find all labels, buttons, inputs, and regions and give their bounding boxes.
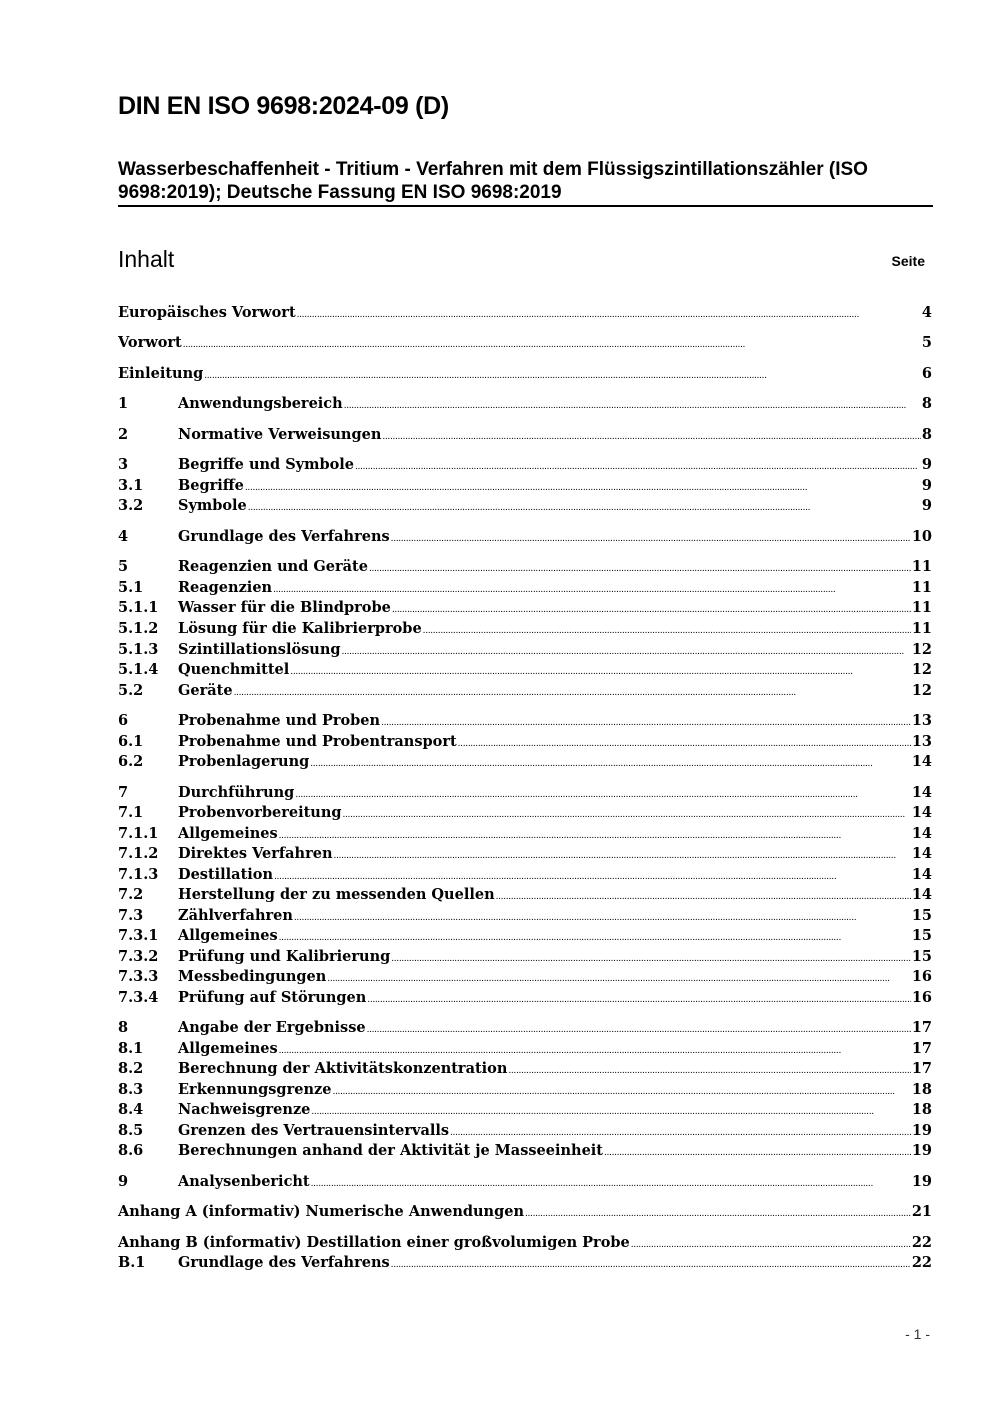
toc-entry-title: Grundlage des Verfahrens bbox=[178, 528, 390, 545]
toc-entry-page: 13 bbox=[911, 733, 932, 750]
document-subtitle: Wasserbeschaffenheit - Tritium - Verfahren mit dem Flüssigszintillationszähler (ISO 9698:2019); Deutsche Fassung EN ISO 9698:2019 bbox=[118, 159, 868, 203]
toc-entry-title: Nachweisgrenze bbox=[178, 1101, 311, 1118]
toc-entry[interactable] bbox=[118, 1017, 932, 1038]
toc-entry[interactable] bbox=[118, 710, 932, 731]
toc-entry-page: 14 bbox=[911, 784, 932, 801]
toc-entry-title: Probenlagerung bbox=[178, 753, 310, 770]
toc-entry[interactable] bbox=[118, 618, 932, 639]
toc-entry-title: Destillation bbox=[178, 866, 274, 883]
toc-entry-page: 18 bbox=[911, 1101, 932, 1118]
toc-entry[interactable] bbox=[118, 925, 932, 946]
toc-entry[interactable] bbox=[118, 946, 932, 967]
toc-entry-page: 14 bbox=[911, 825, 932, 842]
toc-dot-leader bbox=[391, 1252, 911, 1276]
toc-entry-number: 8.4 bbox=[118, 1101, 144, 1118]
toc-entry-title: Anwendungsbereich bbox=[178, 395, 343, 412]
toc-entry-page: 12 bbox=[911, 682, 932, 699]
toc-entry-page: 11 bbox=[911, 599, 932, 616]
toc-entry-title: Probenahme und Proben bbox=[178, 712, 381, 729]
toc-entry-title: Angabe der Ergebnisse bbox=[178, 1019, 366, 1036]
toc-entry-page: 16 bbox=[911, 989, 932, 1006]
toc-entry-title: Szintillationslösung bbox=[178, 641, 341, 658]
toc-entry[interactable] bbox=[118, 802, 932, 823]
toc-entry-title: Anhang B (informativ) Destillation einer großvolumigen Probe bbox=[118, 1234, 630, 1251]
toc-entry-number: 7.3.4 bbox=[118, 989, 159, 1006]
toc-entry[interactable] bbox=[118, 905, 932, 926]
toc-entry-page: 5 bbox=[921, 334, 932, 351]
toc-entry-title: Probenahme und Probentransport bbox=[178, 733, 457, 750]
title-divider bbox=[118, 205, 933, 207]
toc-entry-number: 7.3 bbox=[118, 907, 144, 924]
toc-entry-number: 7 bbox=[118, 784, 129, 801]
toc-entry-number: 2 bbox=[118, 426, 129, 443]
toc-entry-page: 14 bbox=[911, 886, 932, 903]
toc-entry-title: Europäisches Vorwort bbox=[118, 304, 296, 321]
toc-entry[interactable] bbox=[118, 526, 932, 547]
toc-entry-title: Reagenzien bbox=[178, 579, 273, 596]
toc-entry-page: 17 bbox=[911, 1019, 932, 1036]
toc-entry[interactable] bbox=[118, 393, 932, 414]
toc-entry-number: 9 bbox=[118, 1173, 129, 1190]
toc-entry[interactable] bbox=[118, 659, 932, 680]
toc-entry[interactable] bbox=[118, 556, 932, 577]
toc-entry-title: Probenvorbereitung bbox=[178, 804, 342, 821]
toc-entry[interactable] bbox=[118, 597, 932, 618]
toc-entry-page: 19 bbox=[911, 1173, 932, 1190]
toc-entry[interactable] bbox=[118, 454, 932, 475]
toc-dot-leader bbox=[391, 526, 911, 550]
toc-entry-title: Messbedingungen bbox=[178, 968, 327, 985]
toc-entry-number: 7.3.1 bbox=[118, 927, 159, 944]
toc-entry-number: 5.1.3 bbox=[118, 641, 159, 658]
toc-entry-page: 9 bbox=[921, 477, 932, 494]
toc-entry-title: Durchführung bbox=[178, 784, 295, 801]
toc-entry-title: Zählverfahren bbox=[178, 907, 293, 924]
toc-entry-number: 7.1.2 bbox=[118, 845, 159, 862]
toc-entry-title: Berechnung der Aktivitätskonzentration bbox=[178, 1060, 508, 1077]
toc-entry-title: Symbole bbox=[178, 497, 247, 514]
toc-entry-page: 12 bbox=[911, 641, 932, 658]
toc-page-column-label: Seite bbox=[891, 253, 925, 269]
toc-entry-page: 15 bbox=[911, 907, 932, 924]
toc-entry[interactable] bbox=[118, 577, 932, 598]
toc-entry-title: Grenzen des Vertrauensintervalls bbox=[178, 1122, 450, 1139]
toc-entry[interactable] bbox=[118, 495, 932, 516]
toc-entry-title: Erkennungsgrenze bbox=[178, 1081, 332, 1098]
toc-entry-number: 5.2 bbox=[118, 682, 144, 699]
toc-dot-leader bbox=[604, 1140, 911, 1164]
toc-entry-title: Wasser für die Blindprobe bbox=[178, 599, 391, 616]
toc-entry-page: 22 bbox=[911, 1254, 932, 1271]
toc-entry-title: Berechnungen anhand der Aktivität je Masseeinheit bbox=[178, 1142, 603, 1159]
toc-entry-title: Allgemeines bbox=[178, 1040, 278, 1057]
toc-dot-leader bbox=[525, 1201, 911, 1225]
document-title: DIN EN ISO 9698:2024-09 (D) bbox=[118, 92, 449, 120]
toc-entry-page: 8 bbox=[921, 395, 932, 412]
toc-entry-page: 18 bbox=[911, 1081, 932, 1098]
toc-entry-title: Anhang A (informativ) Numerische Anwendungen bbox=[118, 1203, 524, 1220]
toc-entry-number: 7.1.1 bbox=[118, 825, 159, 842]
toc-entry[interactable] bbox=[118, 680, 932, 701]
toc-entry[interactable] bbox=[118, 987, 932, 1008]
toc-entry-page: 10 bbox=[911, 528, 932, 545]
toc-entry-number: B.1 bbox=[118, 1254, 146, 1271]
toc-entry-page: 6 bbox=[921, 365, 932, 382]
page-number: - 1 - bbox=[905, 1326, 930, 1342]
toc-entry-title: Allgemeines bbox=[178, 825, 278, 842]
toc-entry[interactable] bbox=[118, 1058, 932, 1079]
toc-entry-number: 8.6 bbox=[118, 1142, 144, 1159]
toc-entry[interactable] bbox=[118, 1140, 932, 1161]
toc-dot-leader bbox=[367, 987, 911, 1011]
toc-entry-number: 8.1 bbox=[118, 1040, 144, 1057]
toc-entry-title: Einleitung bbox=[118, 365, 204, 382]
toc-entry-page: 11 bbox=[911, 620, 932, 637]
toc-entry-number: 3.1 bbox=[118, 477, 144, 494]
toc-entry-page: 15 bbox=[911, 948, 932, 965]
toc-entry[interactable] bbox=[118, 1099, 932, 1120]
toc-entry-page: 17 bbox=[911, 1060, 932, 1077]
toc-entry[interactable] bbox=[118, 1232, 932, 1253]
toc-dot-leader bbox=[204, 363, 921, 387]
toc-entry-title: Vorwort bbox=[118, 334, 182, 351]
toc-entry-page: 21 bbox=[911, 1203, 932, 1220]
toc-entry[interactable] bbox=[118, 302, 932, 323]
toc-entry-number: 1 bbox=[118, 395, 129, 412]
toc-entry-number: 4 bbox=[118, 528, 129, 545]
toc-dot-leader bbox=[382, 424, 921, 448]
toc-entry-title: Prüfung auf Störungen bbox=[178, 989, 367, 1006]
toc-entry[interactable] bbox=[118, 475, 932, 496]
toc-entry-title: Grundlage des Verfahrens bbox=[178, 1254, 390, 1271]
toc-entry-number: 6 bbox=[118, 712, 129, 729]
toc-entry[interactable] bbox=[118, 1171, 932, 1192]
toc-entry[interactable] bbox=[118, 782, 932, 803]
toc-entry-number: 3 bbox=[118, 456, 129, 473]
toc-entry-number: 5.1.1 bbox=[118, 599, 159, 616]
toc-entry-number: 8.5 bbox=[118, 1122, 144, 1139]
toc-entry-number: 6.1 bbox=[118, 733, 144, 750]
toc-entry-page: 15 bbox=[911, 927, 932, 944]
toc-dot-leader bbox=[297, 302, 921, 326]
toc-entry-number: 8.3 bbox=[118, 1081, 144, 1098]
toc-entry-title: Allgemeines bbox=[178, 927, 278, 944]
toc-entry-title: Analysenbericht bbox=[178, 1173, 310, 1190]
toc-entry[interactable] bbox=[118, 424, 932, 445]
toc-entry-page: 17 bbox=[911, 1040, 932, 1057]
toc-entry-title: Quenchmittel bbox=[178, 661, 290, 678]
toc-entry-title: Prüfung und Kalibrierung bbox=[178, 948, 391, 965]
toc-entry-page: 4 bbox=[921, 304, 932, 321]
toc-entry-number: 7.1.3 bbox=[118, 866, 159, 883]
toc-entry-page: 14 bbox=[911, 845, 932, 862]
toc-entry-page: 16 bbox=[911, 968, 932, 985]
toc-entry[interactable] bbox=[118, 332, 932, 353]
toc-entry-title: Direktes Verfahren bbox=[178, 845, 333, 862]
toc-entry[interactable] bbox=[118, 966, 932, 987]
toc-entry-title: Reagenzien und Geräte bbox=[178, 558, 368, 575]
toc-entry-page: 11 bbox=[911, 579, 932, 596]
toc-entry-title: Begriffe bbox=[178, 477, 244, 494]
toc-entry[interactable] bbox=[118, 363, 932, 384]
toc-entry-page: 11 bbox=[911, 558, 932, 575]
toc-entry-number: 7.3.3 bbox=[118, 968, 159, 985]
toc-entry-page: 9 bbox=[921, 497, 932, 514]
toc-entry-title: Normative Verweisungen bbox=[178, 426, 382, 443]
toc-entry-page: 22 bbox=[911, 1234, 932, 1251]
toc-entry[interactable] bbox=[118, 1120, 932, 1141]
toc-entry-number: 7.1 bbox=[118, 804, 144, 821]
toc-dot-leader bbox=[234, 680, 911, 704]
toc-entry-number: 6.2 bbox=[118, 753, 144, 770]
toc-entry-number: 7.2 bbox=[118, 886, 144, 903]
toc-entry[interactable] bbox=[118, 1038, 932, 1059]
toc-entry-page: 8 bbox=[921, 426, 932, 443]
toc-entry-page: 14 bbox=[911, 753, 932, 770]
toc-entry[interactable] bbox=[118, 843, 932, 864]
toc-entry-page: 19 bbox=[911, 1122, 932, 1139]
toc-entry-page: 19 bbox=[911, 1142, 932, 1159]
toc-entry-number: 5.1.4 bbox=[118, 661, 159, 678]
toc-entry-page: 12 bbox=[911, 661, 932, 678]
toc-entry[interactable] bbox=[118, 639, 932, 660]
toc-entry-number: 5.1 bbox=[118, 579, 144, 596]
toc-entry[interactable] bbox=[118, 864, 932, 885]
toc-entry-page: 13 bbox=[911, 712, 932, 729]
toc-entry[interactable] bbox=[118, 1079, 932, 1100]
toc-entry-number: 7.3.2 bbox=[118, 948, 159, 965]
toc-entry-number: 8.2 bbox=[118, 1060, 144, 1077]
toc-dot-leader bbox=[183, 332, 921, 356]
toc-dot-leader bbox=[310, 751, 911, 775]
toc-dot-leader bbox=[344, 393, 921, 417]
toc-entry-page: 14 bbox=[911, 866, 932, 883]
toc-entry-title: Geräte bbox=[178, 682, 233, 699]
toc-entry-number: 5.1.2 bbox=[118, 620, 159, 637]
toc-entry[interactable] bbox=[118, 884, 932, 905]
toc-entry-page: 9 bbox=[921, 456, 932, 473]
toc-entry-title: Lösung für die Kalibrierprobe bbox=[178, 620, 422, 637]
toc-entry[interactable] bbox=[118, 823, 932, 844]
toc-entry-number: 3.2 bbox=[118, 497, 144, 514]
toc-entry[interactable] bbox=[118, 1252, 932, 1273]
toc-entry[interactable] bbox=[118, 1201, 932, 1222]
toc-entry-number: 5 bbox=[118, 558, 129, 575]
toc-entry[interactable] bbox=[118, 751, 932, 772]
toc-entry-number: 8 bbox=[118, 1019, 129, 1036]
toc-dot-leader bbox=[248, 495, 921, 519]
toc-entry-title: Begriffe und Symbole bbox=[178, 456, 354, 473]
toc-dot-leader bbox=[311, 1171, 911, 1195]
toc-entry-title: Herstellung der zu messenden Quellen bbox=[178, 886, 495, 903]
toc-entry-page: 14 bbox=[911, 804, 932, 821]
toc-heading: Inhalt bbox=[118, 246, 175, 272]
toc-entry[interactable] bbox=[118, 731, 932, 752]
